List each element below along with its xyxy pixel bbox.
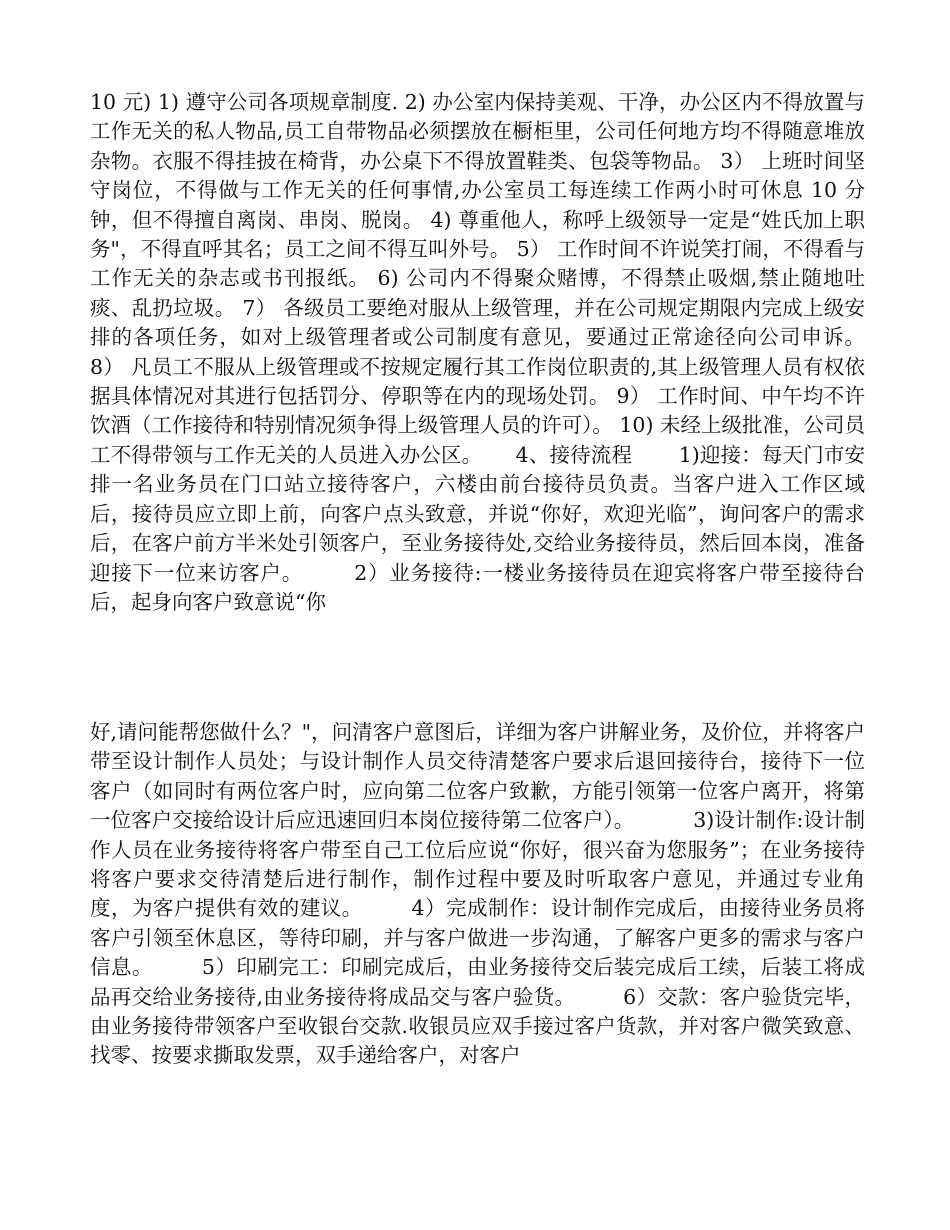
- body-paragraph: 10 元) 1) 遵守公司各项规章制度. 2) 办公室内保持美观、干净，办公区内不得放置与工作无关的私人物品,员工自带物品必须摆放在橱柜里，公司任何地方均不得随意堆放杂物。衣服不得挂披在椅背，办公桌下不得放置鞋类、包袋等物品。 3） 上班时间坚守岗位，不得做与工作无关的任何事情,办公室员工每连续工作两小时可休息 10 分钟，但不得擅自离岗、串岗、脱岗。 4) 尊重他人，称呼上级领导一定是“姓氏加上职务"，不得直呼其名；员工之间不得互叫外号。 5） 工作时间不许说笑打闹，不得看与工作无关的杂志或书刊报纸。 6) 公司内不得聚众赌博，不得禁止吸烟,禁止随地吐痰、乱扔垃圾。 7） 各级员工要绝对服从上级管理，并在公司规定期限内完成上级安排的各项任务，如对上级管理者或公司制度有意见，要通过正常途径向公司申诉。 8） 凡员工不服从上级管理或不按规定履行其工作岗位职责的,其上级管理人员有权依据具体情况对其进行包括罚分、停职等在内的现场处罚。 9） 工作时间、中午均不许饮酒（工作接待和特别情况须争得上级管理人员的许可）。 10) 未经上级批准，公司员工不得带领与工作无关的人员进入办公区。 4、接待流程 1)迎接：每天门市安排一名业务员在门口站立接待客户，六楼由前台接待员负责。当客户进入工作区域后，接待员应立即上前，向客户点头致意，并说“你好，欢迎光临”，询问客户的需求后，在客户前方半米处引领客户，至业务接待处,交给业务接待员，然后回本岗，准备迎接下一位来访客户。 2）业务接待:一楼业务接待员在迎宾将客户带至接待台后，起身向客户致意说“你: [90, 90, 872, 614]
- body-paragraph: 好,请问能帮您做什么？"，问清客户意图后，详细为客户讲解业务，及价位，并将客户带至设计制作人员处；与设计制作人员交待清楚客户要求后退回接待台，接待下一位客户（如同时有两位客户时，应向第二位客户致歉，方能引领第一位客户离开，将第一位客户交接给设计后应迅速回归本岗位接待第二位客户）。 3)设计制作:设计制作人员在业务接待将客户带至自己工位后应说“你好，很兴奋为您服务”；在业务接待将客户要求交待清楚后进行制作，制作过程中要及时听取客户意见，并通过专业角度，为客户提供有效的建议。 4）完成制作：设计制作完成后，由接待业务员将客户引领至休息区，等待印刷，并与客户做进一步沟通，了解客户更多的需求与客户信息。 5）印刷完工：印刷完成后，由业务接待交后装完成后工续，后装工将成品再交给业务接待,由业务接待将成品交与客户验货。 6）交款：客户验货完毕，由业务接待带领客户至收银台交款.收银员应双手接过客户货款，并对客户微笑致意、找零、按要求撕取发票，双手递给客户，对客户: [90, 720, 865, 1068]
